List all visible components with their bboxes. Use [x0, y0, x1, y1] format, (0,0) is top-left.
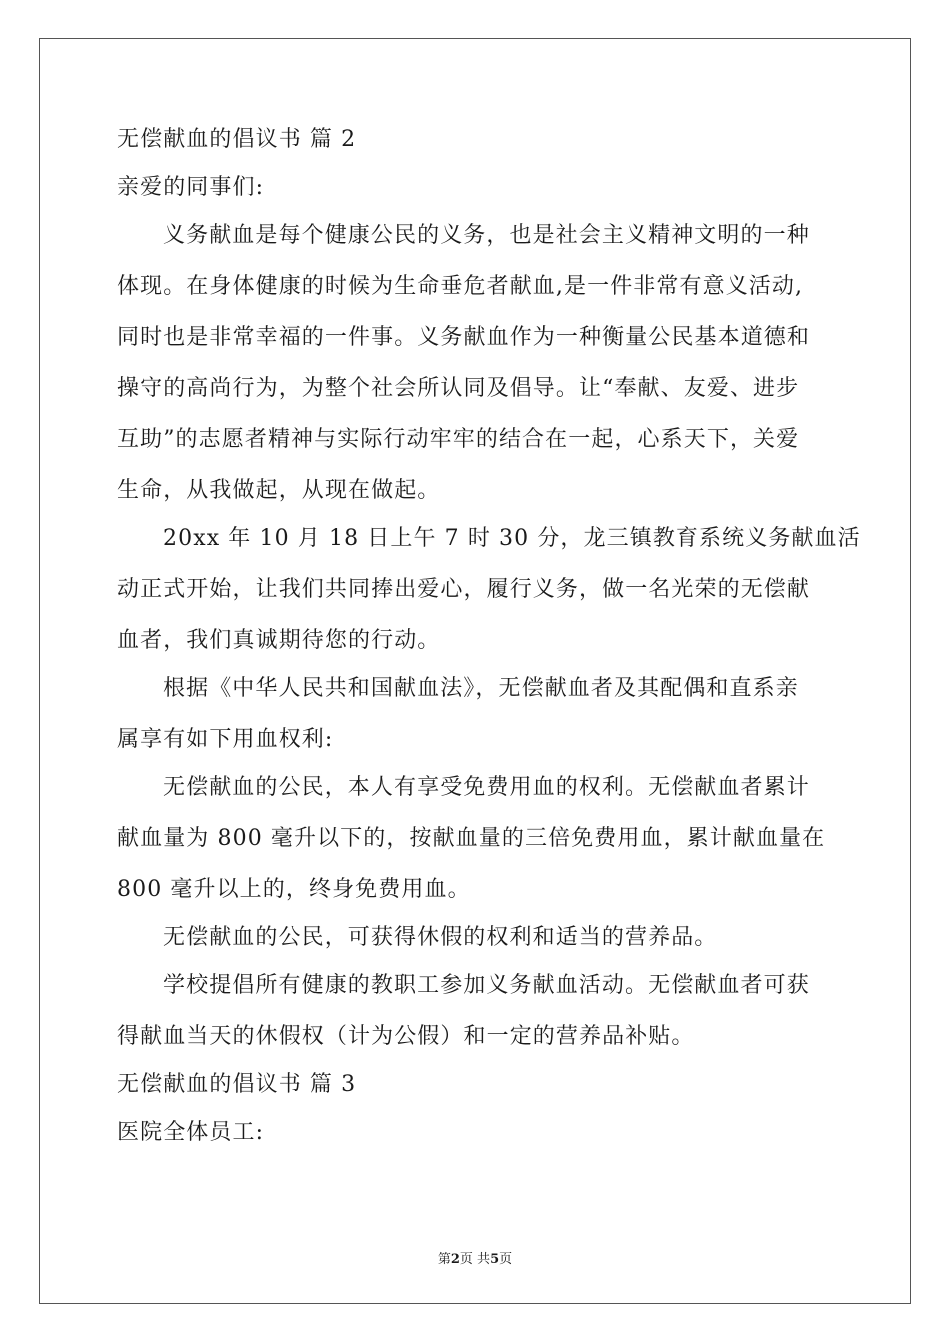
page-suffix: 页	[499, 1252, 513, 1267]
page-mid: 页 共	[459, 1252, 491, 1267]
paragraph-line: 动正式开始，让我们共同捧出爱心，履行义务，做一名光荣的无偿献	[117, 577, 811, 602]
paragraph-line: 根据《中华人民共和国献血法》，无偿献血者及其配偶和直系亲	[163, 676, 799, 701]
paragraph-5	[117, 925, 837, 950]
paragraph-line: 无偿献血的公民，可获得休假的权利和适当的营养品。	[163, 925, 718, 950]
paragraph-2	[117, 526, 861, 653]
page-prefix: 第	[437, 1252, 451, 1267]
paragraph-1	[117, 223, 837, 503]
paragraph-line: 义务献血是每个健康公民的义务，也是社会主义精神文明的一种	[163, 223, 810, 248]
section-heading-2: 无偿献血的倡议书 篇 2	[117, 127, 357, 152]
page-total: 5	[490, 1252, 500, 1267]
paragraph-line: 无偿献血的公民，本人有享受免费用血的权利。无偿献血者累计	[163, 775, 810, 800]
page-current: 2	[450, 1252, 460, 1267]
paragraph-line: 互助”的志愿者精神与实际行动牢牢的结合在一起，心系天下，关爱	[117, 427, 800, 452]
greeting-3: 医院全体员工:	[117, 1120, 265, 1145]
paragraph-line: 得献血当天的休假权（计为公假）和一定的营养品补贴。	[117, 1024, 695, 1049]
paragraph-line: 生命，从我做起，从现在做起。	[117, 478, 441, 503]
greeting-2: 亲爱的同事们:	[117, 175, 265, 200]
paragraph-3	[117, 676, 837, 752]
paragraph-line: 献血量为 800 毫升以下的，按献血量的三倍免费用血，累计献血量在	[117, 826, 826, 851]
paragraph-line: 血者，我们真诚期待您的行动。	[117, 628, 441, 653]
paragraph-line: 属享有如下用血权利:	[117, 727, 334, 752]
paragraph-4	[117, 775, 837, 902]
paragraph-line: 800 毫升以上的，终身免费用血。	[117, 877, 471, 902]
paragraph-line: 操守的高尚行为，为整个社会所认同及倡导。让“奉献、友爱、进步	[117, 376, 800, 401]
page-number-footer	[0, 1248, 950, 1267]
paragraph-line: 20xx 年 10 月 18 日上午 7 时 30 分，龙三镇教育系统义务献血活	[163, 526, 861, 551]
document-body	[117, 127, 861, 1168]
paragraph-line: 学校提倡所有健康的教职工参加义务献血活动。无偿献血者可获	[163, 973, 810, 998]
paragraph-line: 体现。在身体健康的时候为生命垂危者献血,是一件非常有意义活动,	[117, 274, 804, 299]
section-heading-3: 无偿献血的倡议书 篇 3	[117, 1072, 357, 1097]
paragraph-line: 同时也是非常幸福的一件事。义务献血作为一种衡量公民基本道德和	[117, 325, 811, 350]
paragraph-6	[117, 973, 837, 1049]
